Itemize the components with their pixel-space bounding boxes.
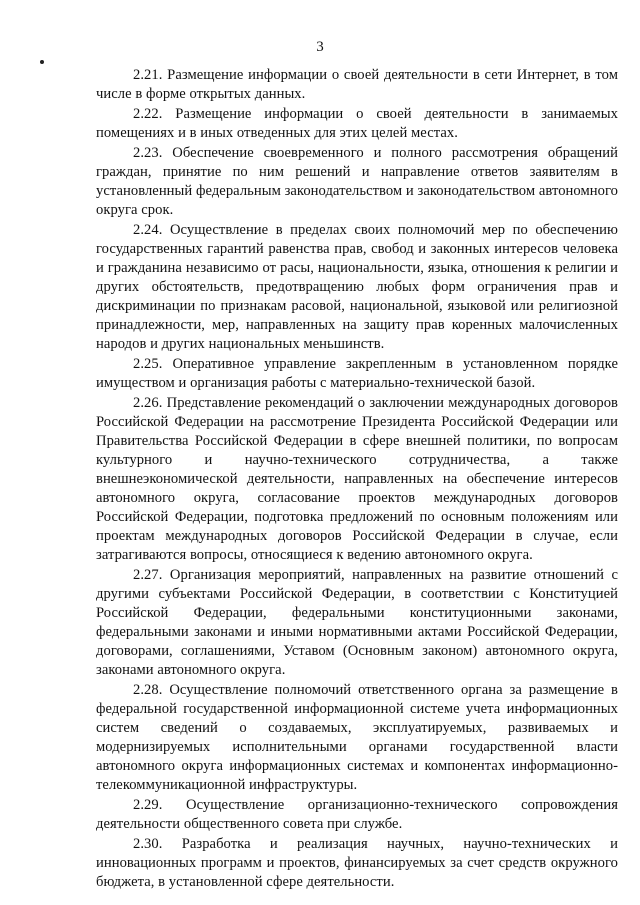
paragraph-2-30: 2.30. Разработка и реализация научных, научно-технических и инновационных программ и проектов, финансируемых за счет средств окружного бюджета, в установленной сфере деятельности. bbox=[96, 836, 618, 890]
paragraph-2-27: 2.27. Организация мероприятий, направленных на развитие отношений с другими субъектами Российской Федерации, в соответствии с Конституцией Российской Федерации, федеральными конституционными законами, федеральными законами и иными нормативными актами Российской Федерации, договорами, соглашениями, Уставом (Основным законом) автономного округа, законами автономного округа. bbox=[96, 567, 618, 678]
paragraph-2-29: 2.29. Осуществление организационно-технического сопровождения деятельности общественного совета при службе. bbox=[96, 797, 618, 832]
page-number: 3 bbox=[316, 39, 324, 55]
paragraph-2-28: 2.28. Осуществление полномочий ответственного органа за размещение в федеральной государственной информационной системе учета информационных систем сведений о создаваемых, эксплуатируемых, развиваемых и модернизируемых исполнительными органами государственной власти автономного округа информационных системах и компонентах информационно-телекоммуникационной инфраструктуры. bbox=[96, 682, 618, 793]
paragraph-2-24: 2.24. Осуществление в пределах своих полномочий мер по обеспечению государственных гарантий равенства прав, свобод и законных интересов человека и гражданина независимо от расы, национальности, языка, отношения к религии и других обстоятельств, предотвращению любых форм ограничения прав и дискриминации по признакам расовой, национальной, языковой или религиозной принадлежности, мер, направленных на защиту прав коренных малочисленных народов и других национальных меньшинств. bbox=[96, 222, 618, 352]
paragraph-2-22: 2.22. Размещение информации о своей деятельности в занимаемых помещениях и в иных отведенных для этих целей местах. bbox=[96, 106, 618, 141]
paragraph-2-25: 2.25. Оперативное управление закрепленным в установленном порядке имуществом и организация работы с материально-технической базой. bbox=[96, 356, 618, 391]
paragraph-2-21: 2.21. Размещение информации о своей деятельности в сети Интернет, в том числе в форме открытых данных. bbox=[96, 67, 618, 102]
paragraph-2-23: 2.23. Обеспечение своевременного и полного рассмотрения обращений граждан, принятие по ним решений и направление ответов заявителям в установленный федеральным законодательством и законодательством автономного округа срок. bbox=[96, 145, 618, 218]
document-body bbox=[96, 66, 618, 893]
paragraph-2-26: 2.26. Представление рекомендаций о заключении международных договоров Российской Федерации на рассмотрение Президента Российской Федерации или Правительства Российской Федерации в сфере внешней политики, по вопросам культурного и научно-технического сотрудничества, а также внешнеэкономической деятельности, направленных на обеспечение интересов автономного округа, согласование проектов международных договоров Российской Федерации, подготовка предложений по основным положениям или проектам международных договоров Российской Федерации в случае, если затрагиваются вопросы, относящиеся к ведению автономного округа. bbox=[96, 395, 618, 563]
scan-artifact-dot bbox=[40, 60, 44, 64]
